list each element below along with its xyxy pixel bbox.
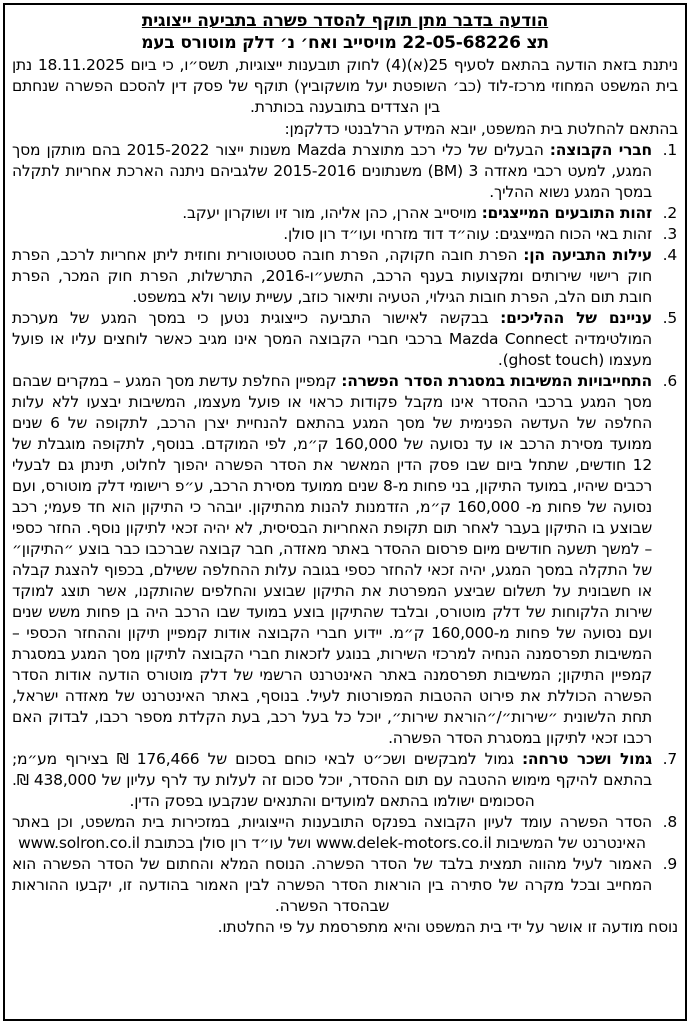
item-text: זהות באי הכוח המייצגים: עוה״ד דוד מזרחי ועו״ד רון סולן. <box>283 225 652 243</box>
list-item-4 <box>12 245 678 308</box>
notice-title-text: הודעה בדבר מתן תוקף להסדר פשרה בתביעה ייצוגית <box>141 11 549 31</box>
list-item-2 <box>12 203 678 224</box>
list-item-3 <box>12 224 678 245</box>
list-item-8 <box>12 812 678 854</box>
item-number: 6. <box>662 372 677 390</box>
list-item-7 <box>12 749 678 812</box>
item-lead: עניינם של ההליכים: <box>500 309 652 327</box>
item-number: 7. <box>662 750 677 768</box>
item-number: 4. <box>662 246 677 264</box>
item-number: 9. <box>662 855 677 873</box>
list-item-9 <box>12 854 678 917</box>
item-number: 3. <box>662 225 677 243</box>
notice-items-list <box>12 140 678 917</box>
item-lead: התחייבויות המשיבות במסגרת הסדר הפשרה: <box>341 372 652 390</box>
court-approval-note: נוסח מודעה זו אושר על ידי בית המשפט והיא מתפרסמת על פי החלטתו. <box>217 918 678 936</box>
item-lead: זהות התובעים המייצגים: <box>481 204 652 222</box>
item-text: האמור לעיל מהווה תמצית בלבד של הסדר הפשרה. הנוסח המלא והחתום של הסדר הפשרה הוא המחייב ובכל מקרה של סתירה בין הוראות הסדר הפשרה לבין האמור בהודעה זו, יקבעו ההוראות שבהסדר הפשרה. <box>12 855 652 915</box>
item-lead: גמול ושכר טרחה: <box>521 750 652 768</box>
item-number: 1. <box>662 141 677 159</box>
notice-title <box>12 10 678 32</box>
item-number: 2. <box>662 204 677 222</box>
notice-border-box <box>3 3 687 1021</box>
intro-paragraph: ניתנת בזאת הודעה בהתאם לסעיף 25(א)(4) לחוק תובענות ייצוגיות, תשס״ו, כי ביום 18.11.2025 נתן בית המשפט המחוזי מרכז-לוד (כב׳ השופטת יעל מושקוביץ) תוקף של פסק דין להסכם הפשרה שנחתם בין הצדדים בתובענה בכותרת. <box>12 56 678 116</box>
list-intro: בהתאם להחלטת בית המשפט, יובא המידע הרלבנטי כדלקמן: <box>284 120 678 138</box>
item-lead: חברי הקבוצה: <box>549 141 652 159</box>
item-text: קמפיין החלפת עדשת מסך המגע – במקרים שבהם מסך המגע ברכבי ההסדר אינו מקבל פקודות כראוי או פועל מעצמו, המשיבות יבצעו ללא עלות החלפה של העדשה הפנימית של מסך המגע בהתאם להנחיית יצרן הרכב, לתקופה של 6 שנים ממועד מסירת הרכב או עד נסועה של 160,000 ק״מ, לפי המוקדם. בנוסף, לתקופה מוגבלת של 12 חודשים, שתחל ביום שבו פסק הדין המאשר את הסדר הפשרה יהפוך לחלוט, תינתן גם לבעלי רכבים שיהיו, במועד התיקון, בני פחות מ-8 שנים ממועד מסירת הרכב, ע״פ רישומי דלק מוטורס, ועם נסועה של פחות מ- 160,000 ק״מ, הזדמנות להנות מהתיקון. יובהר כי התיקון הוא חד פעמי; רכב שבוצע בו התיקון בעבר לאחר תום תקופת האחריות הבסיסית, לא יהיה זכאי לתיקון נוסף. החזר כספי – למשך תשעה חודשים מיום פרסום ההסדר באתר מאזדה, חבר קבוצה שברכבו כבר בוצע ״התיקון״ של התקלה במסך המגע, יהיה זכאי להחזר כספי בגובה עלות ההחלפה ששילם, בכפוף להצגת קבלה או חשבונית על תשלום שביצע המפרטת את התיקון שבוצע והחלפים שהותקנו, אשר תוצג למוקד שירות הלקוחות של דלק מוטורס, ובלבד שהתיקון בוצע במועד שבו הרכב היה בן פחות משש שנים ועם נסועה של פחות מ-160,000 ק״מ. יידוע חברי הקבוצה אודות קמפיין תיקון וההחזר הכספי – המשיבות תפרסמנה הנחיה למרכזי השירות, בנוגע לזכאות חברי הקבוצה לתיקון מסך המגע במסגרת קמפיין התיקון; המשיבות תפרסמנה באתר האינטרנט הרשמי של דלק מוטורס הודעה אודות הסדר הפשרה הכוללת את פירוט ההטבות המפורטות לעיל. בנוסף, באתר האינטרנט של מאזדה ישראל, תחת הלשונית ״שירות״/״הוראת שירות״, יוכל כל בעל רכב, בעת הקלדת מספר רכבו, לבדוק האם רכבו זכאי לתיקון במסגרת הסדר הפשרה. <box>12 372 653 747</box>
case-title: תצ 22-05-68226 מויסייב ואח׳ נ׳ דלק מוטורס בעמ <box>141 33 549 53</box>
item-lead: עילות התביעה הן: <box>523 246 652 264</box>
item-text: מויסייב אהרן, כהן אליהו, מור זיו ושוקרון יעקב. <box>182 204 477 222</box>
item-text: הפרת חובה חקוקה, הפרת חובה סטטוטורית וחוזית ליתן אחריות לרכב, הפרת חוק רישוי שירותים ומקצועות בענף הרכב, התשע״ו-2016, התרשלות, הפרת חוק המכר, הפרת חובת תום הלב, הפרת חובות הגילוי, הטעיה ותיאור כוזב, עשיית עושר ולא במשפט. <box>12 246 652 306</box>
item-text: גמול למבקשים ושכ״ט לבאי כוחם בסכום של 176,466 ₪ בצירוף מע״מ; בהתאם להיקף מימוש ההטבה עם תום ההסדר, יוכל סכום זה לעלות עד לרף עליון של 438,000 ₪. הסכומים ישולמו בהתאם למועדים והתנאים שנקבעו בפסק הדין. <box>12 750 652 810</box>
list-item-1 <box>12 140 678 203</box>
item-text: בבקשה לאישור התביעה כייצוגית נטען כי במסך המגע של מערכת המולטימדיה Mazda Connect ברכבי חברי הקבוצה המסך אינו מגיב כאשר לוחצים עליו או פועל מעצמו (ghost touch). <box>12 309 652 369</box>
list-item-6 <box>12 371 678 749</box>
list-item-5 <box>12 308 678 371</box>
item-text: הסדר הפשרה עומד לעיון הקבוצה בפנקס התובענות הייצוגיות, במזכירות בית המשפט, וכן באתר האינטרנט של המשיבות www.delek-motors.co.il ושל עו״ד רון סולן בכתובת www.solron.co.il <box>12 813 652 852</box>
item-number: 8. <box>662 813 677 831</box>
item-text: הבעלים של כלי רכב מתוצרת Mazda משנות ייצור 2015-2022 בהם מותקן מסך המגע, למעט רכבי מאזדה 3 (BM) משנתונים 2015-2016 שלגביהם ניתנה הארכת אחריות לתקלה במסך המגע נשוא ההליך. <box>12 141 652 201</box>
item-number: 5. <box>662 309 677 327</box>
